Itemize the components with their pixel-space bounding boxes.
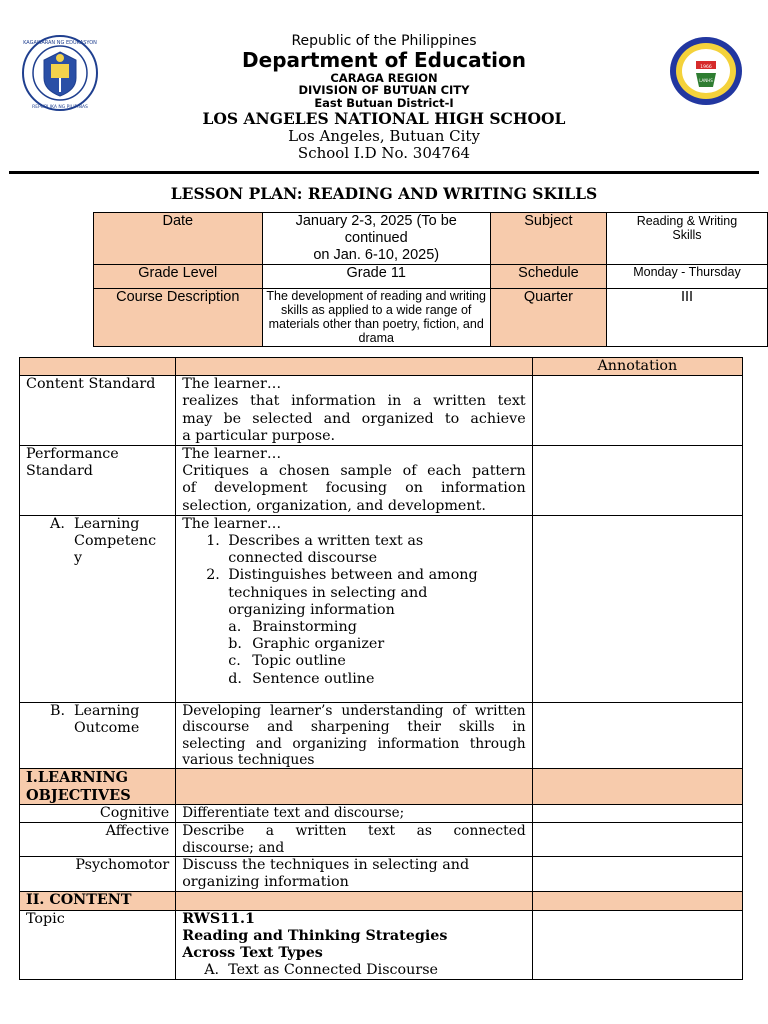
- republic-line: Republic of the Philippines: [291, 33, 477, 49]
- objectives-header-blank-2: [176, 769, 532, 804]
- competency-marker: A.: [50, 515, 65, 532]
- objectives-header-row: [20, 769, 743, 804]
- subitem-b-marker: b.: [228, 636, 242, 653]
- grade-value: Grade 11: [346, 265, 406, 281]
- content-standard-label: Content Standard: [20, 376, 176, 446]
- competency-label-line-1: Learning: [74, 515, 140, 532]
- performance-line-2: of development focusing on information: [182, 480, 526, 497]
- annotation-header-row: [20, 358, 743, 376]
- grade-label-cell: [94, 265, 263, 289]
- affective-label: Affective: [20, 823, 176, 857]
- learning-outcome-row: [20, 702, 743, 769]
- competency-item-2-line-2: techniques in selecting and: [228, 584, 428, 601]
- performance-standard-lead: The learner…: [182, 446, 282, 463]
- subitem-b-text: Graphic organizer: [252, 636, 385, 653]
- psychomotor-line-1: Discuss the techniques in selecting and: [182, 857, 470, 874]
- subject-value-line-2: Skills: [672, 228, 702, 242]
- learning-competency-text: [176, 515, 532, 702]
- topic-subitem: [182, 962, 525, 979]
- affective-line-2: discourse; and: [182, 839, 285, 856]
- content-standard-line-1: realizes that information in a written text: [182, 393, 526, 410]
- content-header-blank-3: [532, 892, 742, 910]
- subitem-a-text: Brainstorming: [252, 619, 357, 636]
- subitem-a-marker: a.: [228, 619, 242, 636]
- content-standard-annotation: [532, 376, 742, 446]
- quarter-value: III: [680, 289, 694, 305]
- competency-item-1: [182, 533, 525, 567]
- subitem-c-text: Topic outline: [252, 653, 346, 670]
- schedule-value: Monday - Thursday: [633, 265, 741, 279]
- content-standard-text: [176, 376, 532, 446]
- performance-standard-text: [176, 446, 532, 516]
- performance-label-line-1: Performance: [26, 446, 119, 463]
- cognitive-annotation: [532, 804, 742, 822]
- competency-item-1-line-2: connected discourse: [228, 550, 378, 567]
- competency-subitem-c: [182, 653, 525, 670]
- school-id: School I.D No. 304764: [297, 144, 471, 162]
- quarter-label: Quarter: [523, 289, 573, 305]
- course-label-cell: [94, 289, 263, 347]
- competency-item-1-marker: 1.: [206, 533, 220, 550]
- outcome-line-2: discourse and sharpening their skills in: [182, 719, 526, 736]
- region-line: CARAGA REGION: [330, 71, 438, 85]
- competency-label-line-2: Competenc: [74, 533, 157, 550]
- performance-standard-label: [20, 446, 176, 516]
- learning-competency-annotation: [532, 515, 742, 702]
- lesson-plan-title: LESSON PLAN: READING AND WRITING SKILLS: [170, 184, 598, 203]
- outcome-line-1: Developing learner’s understanding of written: [182, 702, 526, 719]
- cognitive-text: Differentiate text and discourse;: [176, 804, 532, 822]
- competency-item-1-line-1: Describes a written text as: [228, 533, 424, 550]
- date-label-cell: [94, 213, 263, 265]
- objectives-header-blank-3: [532, 769, 742, 804]
- date-value-cell: [262, 213, 490, 265]
- competency-item-2: [182, 567, 525, 619]
- header-divider: [9, 171, 759, 174]
- topic-row: [20, 910, 743, 980]
- learning-outcome-text: [176, 702, 532, 769]
- topic-title-line-1: Reading and Thinking Strategies: [182, 927, 448, 944]
- course-value-cell: [262, 289, 490, 347]
- competency-label-line-3: y: [74, 550, 83, 567]
- performance-label-line-2: Standard: [26, 463, 93, 480]
- topic-label: Topic: [20, 910, 176, 980]
- school-address: Los Angeles, Butuan City: [288, 127, 480, 145]
- topic-annotation: [532, 910, 742, 980]
- quarter-label-cell: [490, 289, 606, 347]
- cognitive-label: Cognitive: [20, 804, 176, 822]
- lesson-body-table: [19, 357, 743, 980]
- svg-text:REPUBLIKA NG PILIPINAS: REPUBLIKA NG PILIPINAS: [32, 105, 88, 110]
- department-title: Department of Education: [242, 48, 526, 72]
- subject-label-cell: [490, 213, 606, 265]
- affective-annotation: [532, 823, 742, 857]
- date-value-line-1: January 2-3, 2025 (To be continued: [295, 213, 457, 246]
- subitem-d-marker: d.: [228, 670, 242, 687]
- school-name: LOS ANGELES NATIONAL HIGH SCHOOL: [202, 109, 566, 128]
- content-header: II. CONTENT: [20, 892, 176, 910]
- grade-value-cell: [262, 265, 490, 289]
- affective-line-1: Describe a written text as connected: [182, 823, 526, 840]
- performance-standard-row: [20, 446, 743, 516]
- content-standard-line-3: a particular purpose.: [182, 427, 336, 444]
- subitem-d-text: Sentence outline: [252, 670, 375, 687]
- cognitive-row: [20, 804, 743, 822]
- quarter-value-cell: [606, 289, 767, 347]
- psychomotor-annotation: [532, 857, 742, 892]
- svg-text:1966: 1966: [700, 65, 712, 70]
- performance-line-1: Critiques a chosen sample of each pattern: [182, 463, 526, 480]
- course-line-4: drama: [358, 331, 394, 345]
- learning-competency-row: [20, 515, 743, 702]
- performance-standard-annotation: [532, 446, 742, 516]
- learning-competency-label: [20, 515, 176, 702]
- subject-value-cell: [606, 213, 767, 265]
- content-standard-line-2: may be selected and organized to achieve: [182, 410, 526, 427]
- objectives-header: [20, 769, 176, 804]
- content-header-blank-2: [176, 892, 532, 910]
- topic-text: [176, 910, 532, 980]
- schedule-value-cell: [606, 265, 767, 289]
- topic-title-line-2: Across Text Types: [182, 945, 323, 962]
- content-standard-row: [20, 376, 743, 446]
- course-label: Course Description: [116, 289, 240, 305]
- content-header-row: [20, 892, 743, 910]
- course-line-2: skills as applied to a wide range of: [281, 303, 472, 317]
- competency-subitem-d: [182, 671, 525, 688]
- date-value-line-2: on Jan. 6-10, 2025): [313, 247, 440, 263]
- district-line: East Butuan District-I: [314, 96, 454, 110]
- affective-row: [20, 823, 743, 857]
- content-standard-lead: The learner…: [182, 376, 282, 393]
- outcome-line-3: selecting and organizing information through: [182, 735, 526, 752]
- header-blank-2: [176, 358, 532, 376]
- competency-subitem-a: [182, 619, 525, 636]
- psychomotor-line-2: organizing information: [182, 874, 349, 891]
- learning-outcome-label: [20, 702, 176, 769]
- competency-item-2-line-1: Distinguishes between and among: [228, 567, 478, 584]
- subitem-c-marker: c.: [228, 653, 241, 670]
- competency-item-2-marker: 2.: [206, 567, 220, 584]
- topic-code: RWS11.1: [182, 910, 255, 927]
- topic-subitem-text: Text as Connected Discourse: [228, 962, 439, 979]
- learning-outcome-annotation: [532, 702, 742, 769]
- outcome-label-line-1: Learning: [74, 702, 140, 719]
- course-line-3: materials other than poetry, fiction, and: [268, 317, 484, 331]
- affective-text: [176, 823, 532, 857]
- schedule-label-cell: [490, 265, 606, 289]
- outcome-marker: B.: [50, 702, 66, 719]
- competency-lead: The learner…: [182, 515, 282, 532]
- topic-subitem-marker: A.: [204, 962, 220, 979]
- annotation-header: Annotation: [532, 358, 742, 376]
- date-label: Date: [162, 213, 194, 229]
- competency-subitem-b: [182, 636, 525, 653]
- psychomotor-row: [20, 857, 743, 892]
- schedule-label: Schedule: [518, 265, 579, 281]
- svg-text:LANHS: LANHS: [699, 78, 713, 83]
- division-line: DIVISION OF BUTUAN CITY: [298, 83, 470, 97]
- outcome-label-line-2: Outcome: [74, 720, 140, 737]
- performance-line-3: selection, organization, and development.: [182, 497, 486, 514]
- subject-label: Subject: [524, 213, 573, 229]
- course-line-1: The development of reading and writing: [266, 289, 487, 303]
- svg-text:KAGAWARAN NG EDUKASYON: KAGAWARAN NG EDUKASYON: [23, 40, 97, 46]
- header-blank-1: [20, 358, 176, 376]
- competency-item-2-line-3: organizing information: [228, 601, 395, 618]
- objectives-header-line-2: OBJECTIVES: [26, 786, 131, 804]
- subject-value-line-1: Reading & Writing: [636, 214, 738, 228]
- objectives-header-line-1: I.LEARNING: [26, 769, 129, 787]
- lesson-info-table: [93, 212, 768, 347]
- grade-label: Grade Level: [138, 265, 218, 281]
- outcome-line-4: various techniques: [182, 752, 315, 769]
- psychomotor-text: [176, 857, 532, 892]
- psychomotor-label: Psychomotor: [20, 857, 176, 892]
